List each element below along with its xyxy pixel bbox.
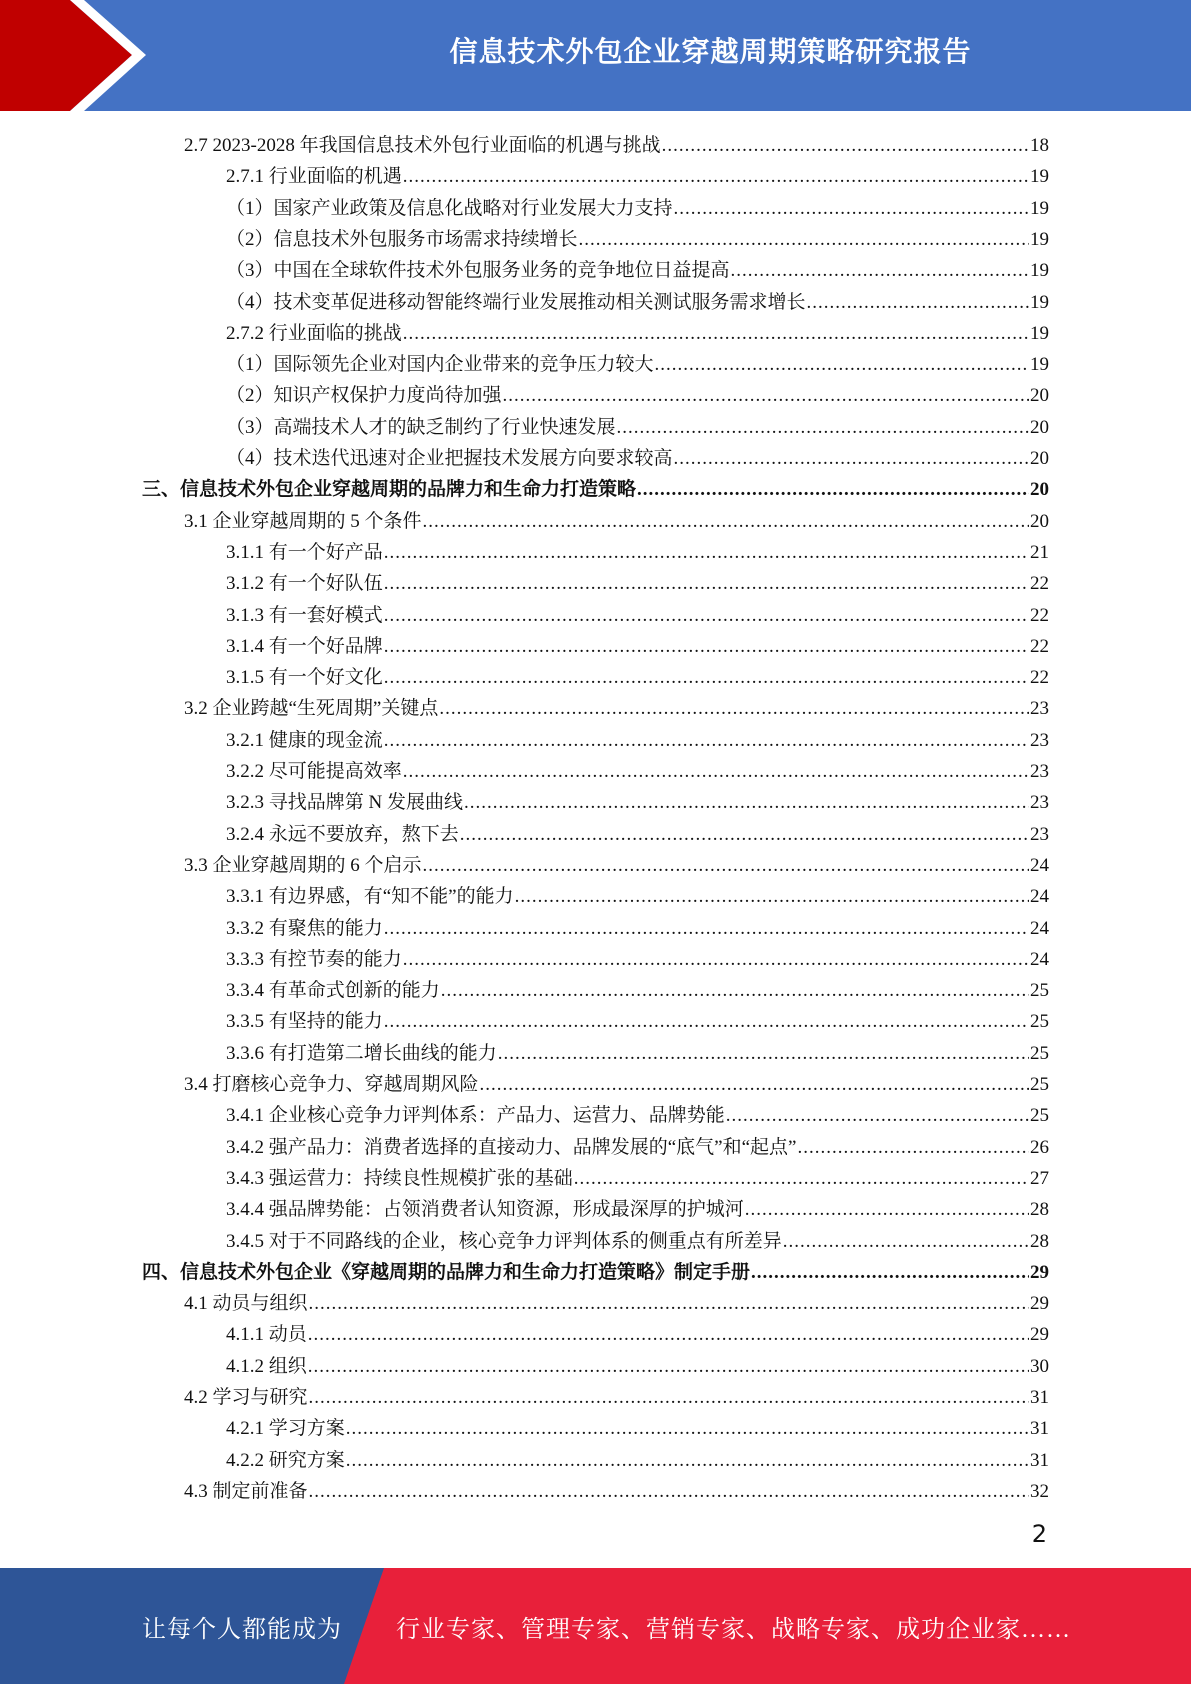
toc-entry[interactable] bbox=[226, 315, 1049, 346]
toc-entry-title: 4.3 制定前准备 bbox=[184, 1480, 308, 1502]
toc-entry[interactable] bbox=[226, 1223, 1049, 1254]
toc-entry-title: （1）国家产业政策及信息化战略对行业发展大力支持 bbox=[226, 197, 673, 219]
toc-entry-page: 23 bbox=[1030, 698, 1049, 720]
toc-entry-title: 4.1.2 组织 bbox=[226, 1355, 307, 1377]
toc-entry-title: 3.2 企业跨越“生死周期”关键点 bbox=[184, 698, 439, 720]
toc-entry-page: 18 bbox=[1030, 135, 1049, 156]
toc-entry-title: 3.3.2 有聚焦的能力 bbox=[226, 917, 383, 939]
toc-entry-title: 4.2 学习与研究 bbox=[184, 1387, 308, 1408]
toc-entry-title: 3.4.1 企业核心竞争力评判体系：产品力、运营力、品牌势能 bbox=[226, 1105, 725, 1127]
toc-leader-dots bbox=[384, 635, 1029, 659]
toc-entry[interactable] bbox=[184, 1285, 1049, 1316]
toc-entry-page: 22 bbox=[1030, 604, 1049, 626]
toc-entry-page: 29 bbox=[1030, 1293, 1049, 1315]
toc-leader-dots bbox=[807, 291, 1029, 315]
toc-entry[interactable] bbox=[184, 1066, 1049, 1097]
toc-leader-dots bbox=[498, 1042, 1029, 1066]
toc-entry[interactable] bbox=[226, 565, 1049, 596]
page-number: 2 bbox=[1031, 1520, 1047, 1548]
toc-entry[interactable] bbox=[226, 534, 1049, 565]
toc-entry-page: 19 bbox=[1030, 166, 1049, 188]
toc-entry[interactable] bbox=[184, 690, 1049, 721]
toc-entry[interactable] bbox=[226, 628, 1049, 659]
toc-entry-title: （1）国际领先企业对国内企业带来的竞争压力较大 bbox=[226, 354, 654, 376]
toc-entry-title: 3.1.3 有一套好模式 bbox=[226, 604, 383, 626]
toc-entry-title: 3.2.4 永远不要放弃，熬下去 bbox=[226, 823, 459, 845]
toc-entry[interactable] bbox=[226, 377, 1049, 408]
toc-leader-dots bbox=[384, 572, 1029, 596]
toc-entry[interactable] bbox=[184, 1379, 1049, 1410]
toc-entry[interactable] bbox=[226, 221, 1049, 252]
toc-entry-title: （4）技术变革促进移动智能终端行业发展推动相关测试服务需求增长 bbox=[226, 291, 806, 313]
toc-leader-dots bbox=[384, 604, 1029, 628]
toc-leader-dots bbox=[745, 1198, 1029, 1222]
toc-leader-dots bbox=[674, 447, 1029, 471]
toc-entry-title: 2.7.2 行业面临的挑战 bbox=[226, 322, 402, 344]
toc-entry[interactable] bbox=[226, 1191, 1049, 1222]
chevron-logo-icon bbox=[0, 0, 160, 111]
toc-leader-dots bbox=[783, 1230, 1029, 1254]
toc-entry-title: （2）信息技术外包服务市场需求持续增长 bbox=[226, 228, 578, 250]
toc-entry-page: 23 bbox=[1030, 792, 1049, 814]
toc-entry-title: 3.3.3 有控节奏的能力 bbox=[226, 948, 402, 970]
toc-entry-page: 24 bbox=[1030, 854, 1049, 876]
toc-entry-page: 22 bbox=[1030, 573, 1049, 595]
toc-entry-page: 29 bbox=[1030, 1324, 1049, 1346]
toc-entry[interactable] bbox=[226, 1316, 1049, 1347]
toc-leader-dots bbox=[617, 416, 1029, 440]
toc-entry[interactable] bbox=[226, 910, 1049, 941]
toc-entry-page: 25 bbox=[1030, 1042, 1049, 1064]
toc-entry[interactable] bbox=[226, 158, 1049, 189]
toc-entry-title: 3.1.5 有一个好文化 bbox=[226, 667, 383, 689]
toc-leader-dots bbox=[515, 885, 1029, 909]
toc-entry-title: 4.2.1 学习方案 bbox=[226, 1418, 345, 1440]
toc-entry-title: 四、信息技术外包企业《穿越周期的品牌力和生命力打造策略》制定手册 bbox=[142, 1261, 751, 1283]
toc-entry[interactable] bbox=[226, 753, 1049, 784]
toc-entry[interactable] bbox=[226, 252, 1049, 283]
toc-entry[interactable] bbox=[226, 972, 1049, 1003]
toc-entry-title: 3.4.4 强品牌势能：占领消费者认知资源，形成最深厚的护城河 bbox=[226, 1199, 744, 1221]
toc-entry-title: 3.3.4 有革命式创新的能力 bbox=[226, 980, 440, 1002]
toc-leader-dots bbox=[503, 384, 1029, 408]
toc-entry[interactable] bbox=[226, 941, 1049, 972]
toc-leader-dots bbox=[384, 729, 1029, 753]
toc-entry-page: 25 bbox=[1030, 1105, 1049, 1127]
toc-entry[interactable] bbox=[226, 1410, 1049, 1441]
toc-entry-page: 25 bbox=[1030, 980, 1049, 1002]
toc-leader-dots bbox=[480, 1073, 1029, 1097]
toc-entry-page: 24 bbox=[1030, 917, 1049, 939]
toc-entry-title: 2.7 2023-2028 年我国信息技术外包行业面临的机遇与挑战 bbox=[184, 135, 661, 156]
toc-entry-page: 19 bbox=[1030, 228, 1049, 250]
toc-entry[interactable] bbox=[226, 190, 1049, 221]
page-header bbox=[0, 0, 1191, 111]
toc-entry-title: （2）知识产权保护力度尚待加强 bbox=[226, 385, 502, 407]
toc-entry-page: 28 bbox=[1030, 1199, 1049, 1221]
toc-leader-dots bbox=[574, 1167, 1029, 1191]
toc-entry-page: 22 bbox=[1030, 667, 1049, 689]
toc-entry[interactable] bbox=[226, 409, 1049, 440]
toc-entry-title: 3.2.3 寻找品牌第 N 发展曲线 bbox=[226, 792, 463, 814]
toc-leader-dots bbox=[441, 979, 1029, 1003]
toc-leader-dots bbox=[384, 1010, 1029, 1034]
toc-entry-page: 19 bbox=[1030, 291, 1049, 313]
toc-entry[interactable] bbox=[226, 1160, 1049, 1191]
toc-entry[interactable] bbox=[184, 847, 1049, 878]
toc-entry-page: 19 bbox=[1030, 322, 1049, 344]
toc-entry[interactable] bbox=[226, 659, 1049, 690]
toc-entry-title: 3.3.6 有打造第二增长曲线的能力 bbox=[226, 1042, 497, 1064]
footer-slogan-right: 行业专家、管理专家、营销专家、战略专家、成功企业家…… bbox=[396, 1616, 1071, 1643]
toc-leader-dots bbox=[309, 1480, 1029, 1504]
toc-entry-page: 26 bbox=[1030, 1136, 1049, 1158]
toc-leader-dots bbox=[797, 1136, 1029, 1160]
toc-entry-page: 32 bbox=[1030, 1480, 1049, 1502]
toc-entry-title: （3）中国在全球软件技术外包服务业务的竞争地位日益提高 bbox=[226, 260, 730, 282]
toc-leader-dots bbox=[637, 478, 1029, 502]
toc-leader-dots bbox=[423, 854, 1029, 878]
toc-entry[interactable] bbox=[226, 346, 1049, 377]
toc-entry-page: 25 bbox=[1030, 1074, 1049, 1095]
toc-leader-dots bbox=[662, 134, 1029, 158]
toc-entry-title: 3.1.1 有一个好产品 bbox=[226, 541, 383, 563]
toc-entry-page: 22 bbox=[1030, 635, 1049, 657]
toc-leader-dots bbox=[403, 948, 1029, 972]
toc-entry-page: 19 bbox=[1030, 260, 1049, 282]
toc-entry[interactable] bbox=[226, 1348, 1049, 1379]
toc-leader-dots bbox=[346, 1417, 1029, 1441]
toc-entry-page: 20 bbox=[1030, 479, 1049, 501]
toc-leader-dots bbox=[655, 353, 1029, 377]
toc-entry[interactable] bbox=[226, 784, 1049, 815]
toc-entry-title: 4.1 动员与组织 bbox=[184, 1293, 308, 1315]
toc-entry-title: 3.1.2 有一个好队伍 bbox=[226, 573, 383, 595]
toc-entry-page: 21 bbox=[1030, 541, 1049, 563]
toc-leader-dots bbox=[464, 791, 1029, 815]
toc-entry[interactable] bbox=[226, 597, 1049, 628]
toc-leader-dots bbox=[579, 228, 1029, 252]
toc-entry-title: 3.3 企业穿越周期的 6 个启示 bbox=[184, 854, 422, 876]
toc-entry-title: 4.2.2 研究方案 bbox=[226, 1449, 345, 1471]
toc-entry[interactable] bbox=[142, 1254, 1049, 1285]
toc-entry[interactable] bbox=[226, 722, 1049, 753]
toc-entry-page: 30 bbox=[1030, 1355, 1049, 1377]
toc-entry-page: 27 bbox=[1030, 1167, 1049, 1189]
toc-entry[interactable] bbox=[226, 1097, 1049, 1128]
footer-slogan-left: 让每个人都能成为 bbox=[142, 1616, 342, 1643]
toc-leader-dots bbox=[403, 322, 1029, 346]
toc-leader-dots bbox=[460, 823, 1029, 847]
toc-entry-page: 23 bbox=[1030, 823, 1049, 845]
toc-leader-dots bbox=[439, 697, 1029, 721]
toc-entry-title: 3.1.4 有一个好品牌 bbox=[226, 635, 383, 657]
toc-entry-title: 4.1.1 动员 bbox=[226, 1324, 307, 1346]
toc-entry-page: 19 bbox=[1030, 197, 1049, 219]
toc-entry-title: 三、信息技术外包企业穿越周期的品牌力和生命力打造策略 bbox=[142, 479, 637, 501]
toc-entry-title: 2.7.1 行业面临的机遇 bbox=[226, 166, 402, 188]
toc-entry-title: 3.3.5 有坚持的能力 bbox=[226, 1011, 383, 1033]
toc-entry-title: 3.2.2 尽可能提高效率 bbox=[226, 761, 402, 782]
toc-entry-page: 29 bbox=[1030, 1261, 1049, 1283]
toc-leader-dots bbox=[403, 165, 1029, 189]
toc-leader-dots bbox=[309, 1386, 1029, 1410]
toc-entry[interactable] bbox=[184, 127, 1049, 158]
toc-entry-title: 3.2.1 健康的现金流 bbox=[226, 729, 383, 751]
toc-leader-dots bbox=[384, 666, 1029, 690]
toc-entry-page: 24 bbox=[1030, 886, 1049, 908]
toc-entry-page: 20 bbox=[1030, 416, 1049, 438]
toc-entry-page: 20 bbox=[1030, 510, 1049, 532]
toc-entry-title: 3.1 企业穿越周期的 5 个条件 bbox=[184, 510, 422, 532]
toc-leader-dots bbox=[308, 1323, 1029, 1347]
report-title: 信息技术外包企业穿越周期策略研究报告 bbox=[449, 35, 972, 68]
toc-leader-dots bbox=[726, 1104, 1029, 1128]
toc-entry-page: 20 bbox=[1030, 448, 1049, 469]
toc-leader-dots bbox=[751, 1261, 1029, 1285]
toc-entry-page: 31 bbox=[1030, 1387, 1049, 1408]
toc-entry-title: （3）高端技术人才的缺乏制约了行业快速发展 bbox=[226, 416, 616, 438]
toc-entry-page: 19 bbox=[1030, 354, 1049, 376]
toc-leader-dots bbox=[346, 1449, 1029, 1473]
toc-entry-title: 3.3.1 有边界感，有“知不能”的能力 bbox=[226, 886, 514, 908]
toc-entry[interactable] bbox=[226, 284, 1049, 315]
toc-entry-page: 23 bbox=[1030, 761, 1049, 782]
toc-leader-dots bbox=[308, 1355, 1029, 1379]
toc-entry-title: 3.4.3 强运营力：持续良性规模扩张的基础 bbox=[226, 1167, 573, 1189]
toc-entry-page: 24 bbox=[1030, 948, 1049, 970]
toc-entry[interactable] bbox=[226, 1442, 1049, 1473]
toc-entry-title: （4）技术迭代迅速对企业把握技术发展方向要求较高 bbox=[226, 448, 673, 469]
toc-entry-title: 3.4.2 强产品力：消费者选择的直接动力、品牌发展的“底气”和“起点” bbox=[226, 1136, 797, 1158]
toc-leader-dots bbox=[423, 510, 1029, 534]
toc-entry-title: 3.4 打磨核心竞争力、穿越周期风险 bbox=[184, 1074, 479, 1095]
toc-entry-page: 23 bbox=[1030, 729, 1049, 751]
toc-entry-title: 3.4.5 对于不同路线的企业，核心竞争力评判体系的侧重点有所差异 bbox=[226, 1230, 782, 1252]
toc-entry-page: 31 bbox=[1030, 1449, 1049, 1471]
page-footer bbox=[0, 1568, 1191, 1684]
toc-entry[interactable] bbox=[226, 440, 1049, 471]
toc-entry[interactable] bbox=[226, 1003, 1049, 1034]
toc-entry[interactable] bbox=[226, 1129, 1049, 1160]
toc-entry[interactable] bbox=[226, 878, 1049, 909]
toc-entry-page: 20 bbox=[1030, 385, 1049, 407]
toc-entry-page: 25 bbox=[1030, 1011, 1049, 1033]
toc-entry[interactable] bbox=[226, 816, 1049, 847]
toc-entry-page: 28 bbox=[1030, 1230, 1049, 1252]
toc-leader-dots bbox=[403, 760, 1029, 784]
toc-leader-dots bbox=[384, 917, 1029, 941]
toc-leader-dots bbox=[674, 197, 1029, 221]
toc-leader-dots bbox=[384, 541, 1029, 565]
toc-entry-page: 31 bbox=[1030, 1418, 1049, 1440]
toc-leader-dots bbox=[309, 1292, 1029, 1316]
toc-entry[interactable] bbox=[184, 1473, 1049, 1504]
toc-leader-dots bbox=[731, 259, 1029, 283]
toc-entry[interactable] bbox=[184, 503, 1049, 534]
toc-entry[interactable] bbox=[226, 1035, 1049, 1066]
toc-entry[interactable] bbox=[142, 471, 1049, 502]
